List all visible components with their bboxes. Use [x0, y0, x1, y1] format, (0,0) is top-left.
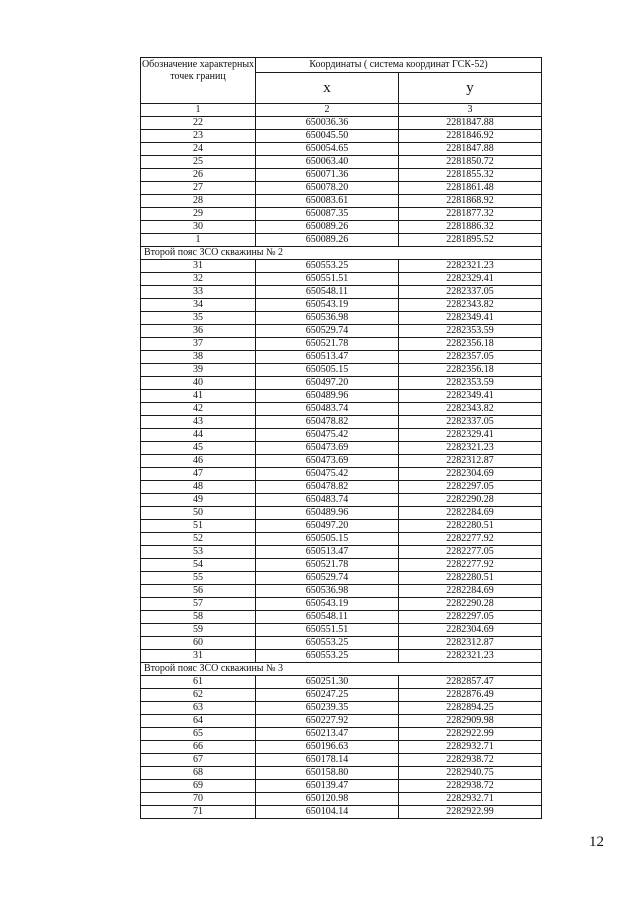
x-coordinate-cell: 650078.20: [256, 182, 399, 195]
x-coordinate-cell: 650139.47: [256, 780, 399, 793]
table-row: [141, 754, 542, 767]
point-number-cell: 56: [141, 585, 256, 598]
table-row: [141, 637, 542, 650]
table-row: [141, 702, 542, 715]
table-row: [141, 325, 542, 338]
x-coordinate-cell: 650473.69: [256, 455, 399, 468]
x-coordinate-cell: 650548.11: [256, 611, 399, 624]
y-coordinate-cell: 2282297.05: [399, 611, 542, 624]
y-coordinate-cell: 2282290.28: [399, 598, 542, 611]
point-number-cell: 41: [141, 390, 256, 403]
coordinates-header: Координаты ( система координат ГСК-52): [256, 58, 542, 73]
x-coordinate-cell: 650513.47: [256, 351, 399, 364]
x-coordinate-cell: 650529.74: [256, 572, 399, 585]
y-coordinate-cell: 2282876.49: [399, 689, 542, 702]
y-coordinate-cell: 2282353.59: [399, 325, 542, 338]
table-row: [141, 143, 542, 156]
y-coordinate-cell: 2281850.72: [399, 156, 542, 169]
y-coordinate-cell: 2282356.18: [399, 338, 542, 351]
point-number-cell: 35: [141, 312, 256, 325]
point-number-cell: 51: [141, 520, 256, 533]
y-coordinate-cell: 2282349.41: [399, 312, 542, 325]
y-coordinate-cell: 2281886.32: [399, 221, 542, 234]
x-coordinate-cell: 650071.36: [256, 169, 399, 182]
point-number-cell: 65: [141, 728, 256, 741]
section-row: [141, 247, 542, 260]
table-row: [141, 351, 542, 364]
table-row: [141, 533, 542, 546]
y-coordinate-cell: 2282312.87: [399, 637, 542, 650]
y-coordinate-cell: 2282321.23: [399, 442, 542, 455]
y-coordinate-cell: 2282356.18: [399, 364, 542, 377]
x-coordinate-cell: 650054.65: [256, 143, 399, 156]
table-row: [141, 572, 542, 585]
point-number-cell: 46: [141, 455, 256, 468]
x-coordinate-cell: 650521.78: [256, 559, 399, 572]
y-coordinate-cell: 2282277.92: [399, 533, 542, 546]
point-number-cell: 69: [141, 780, 256, 793]
x-coordinate-cell: 650227.92: [256, 715, 399, 728]
x-coordinate-cell: 650239.35: [256, 702, 399, 715]
point-number-cell: 59: [141, 624, 256, 637]
y-coordinate-cell: 2282280.51: [399, 520, 542, 533]
x-coordinate-cell: 650529.74: [256, 325, 399, 338]
point-number-cell: 52: [141, 533, 256, 546]
x-coordinate-cell: 650089.26: [256, 221, 399, 234]
table-row: [141, 208, 542, 221]
designation-header: Обозначение характерных точек границ: [141, 58, 256, 104]
table-row: [141, 715, 542, 728]
x-coordinate-cell: 650120.98: [256, 793, 399, 806]
y-coordinate-cell: 2282337.05: [399, 416, 542, 429]
x-coordinate-cell: 650478.82: [256, 416, 399, 429]
table-row: [141, 286, 542, 299]
y-coordinate-cell: 2281861.48: [399, 182, 542, 195]
x-coordinate-cell: 650548.11: [256, 286, 399, 299]
y-coordinate-cell: 2282932.71: [399, 741, 542, 754]
y-coordinate-cell: 2282277.05: [399, 546, 542, 559]
x-coordinate-cell: 650536.98: [256, 312, 399, 325]
x-coordinate-cell: 650083.61: [256, 195, 399, 208]
point-number-cell: 33: [141, 286, 256, 299]
y-coordinate-cell: 2282280.51: [399, 572, 542, 585]
point-number-cell: 24: [141, 143, 256, 156]
y-coordinate-cell: 2282321.23: [399, 260, 542, 273]
point-number-cell: 31: [141, 260, 256, 273]
x-coordinate-cell: 650536.98: [256, 585, 399, 598]
table-row: [141, 182, 542, 195]
x-coordinate-cell: 650213.47: [256, 728, 399, 741]
point-number-cell: 45: [141, 442, 256, 455]
table-row: [141, 624, 542, 637]
y-coordinate-cell: 2282932.71: [399, 793, 542, 806]
table-row: [141, 416, 542, 429]
point-number-cell: 29: [141, 208, 256, 221]
y-column-header: у: [399, 73, 542, 104]
table-row: [141, 689, 542, 702]
x-coordinate-cell: 650505.15: [256, 533, 399, 546]
x-coordinate-cell: 650104.14: [256, 806, 399, 819]
y-coordinate-cell: 2282329.41: [399, 429, 542, 442]
table-body: [141, 117, 542, 819]
point-number-cell: 58: [141, 611, 256, 624]
x-coordinate-cell: 650063.40: [256, 156, 399, 169]
column-number-3: 3: [399, 104, 542, 117]
y-coordinate-cell: 2281847.88: [399, 117, 542, 130]
point-number-cell: 34: [141, 299, 256, 312]
x-coordinate-cell: 650158.80: [256, 767, 399, 780]
point-number-cell: 47: [141, 468, 256, 481]
y-coordinate-cell: 2282304.69: [399, 468, 542, 481]
table-row: [141, 741, 542, 754]
y-coordinate-cell: 2282343.82: [399, 403, 542, 416]
y-coordinate-cell: 2282357.05: [399, 351, 542, 364]
y-coordinate-cell: 2281895.52: [399, 234, 542, 247]
point-number-cell: 66: [141, 741, 256, 754]
table-row: [141, 338, 542, 351]
table-row: [141, 260, 542, 273]
table-row: [141, 130, 542, 143]
point-number-cell: 54: [141, 559, 256, 572]
y-coordinate-cell: 2281868.92: [399, 195, 542, 208]
y-coordinate-cell: 2282297.05: [399, 481, 542, 494]
x-coordinate-cell: 650036.36: [256, 117, 399, 130]
table-row: [141, 403, 542, 416]
x-coordinate-cell: 650521.78: [256, 338, 399, 351]
x-coordinate-cell: 650489.96: [256, 390, 399, 403]
page-number: 12: [589, 834, 604, 850]
x-coordinate-cell: 650551.51: [256, 273, 399, 286]
y-coordinate-cell: 2282909.98: [399, 715, 542, 728]
point-number-cell: 48: [141, 481, 256, 494]
x-coordinate-cell: 650513.47: [256, 546, 399, 559]
x-column-header: x: [256, 73, 399, 104]
x-coordinate-cell: 650087.35: [256, 208, 399, 221]
point-number-cell: 22: [141, 117, 256, 130]
table-row: [141, 169, 542, 182]
point-number-cell: 43: [141, 416, 256, 429]
x-coordinate-cell: 650553.25: [256, 637, 399, 650]
x-coordinate-cell: 650089.26: [256, 234, 399, 247]
table-row: [141, 468, 542, 481]
table-row: [141, 117, 542, 130]
y-coordinate-cell: 2282894.25: [399, 702, 542, 715]
table-row: [141, 780, 542, 793]
point-number-cell: 71: [141, 806, 256, 819]
table-row: [141, 312, 542, 325]
y-coordinate-cell: 2282284.69: [399, 585, 542, 598]
point-number-cell: 50: [141, 507, 256, 520]
section-title: Второй пояс ЗСО скважины № 3: [141, 663, 542, 676]
table-row: [141, 429, 542, 442]
y-coordinate-cell: 2282312.87: [399, 455, 542, 468]
table-row: [141, 507, 542, 520]
table-row: [141, 377, 542, 390]
y-coordinate-cell: 2282922.99: [399, 806, 542, 819]
point-number-cell: 67: [141, 754, 256, 767]
y-coordinate-cell: 2281847.88: [399, 143, 542, 156]
x-coordinate-cell: 650045.50: [256, 130, 399, 143]
x-coordinate-cell: 650489.96: [256, 507, 399, 520]
y-coordinate-cell: 2282940.75: [399, 767, 542, 780]
point-number-cell: 39: [141, 364, 256, 377]
table-row: [141, 806, 542, 819]
x-coordinate-cell: 650475.42: [256, 468, 399, 481]
point-number-cell: 62: [141, 689, 256, 702]
y-coordinate-cell: 2282277.92: [399, 559, 542, 572]
point-number-cell: 27: [141, 182, 256, 195]
x-coordinate-cell: 650543.19: [256, 598, 399, 611]
point-number-cell: 55: [141, 572, 256, 585]
point-number-cell: 53: [141, 546, 256, 559]
point-number-cell: 42: [141, 403, 256, 416]
y-coordinate-cell: 2282329.41: [399, 273, 542, 286]
table-row: [141, 546, 542, 559]
point-number-cell: 38: [141, 351, 256, 364]
y-coordinate-cell: 2282349.41: [399, 390, 542, 403]
point-number-cell: 57: [141, 598, 256, 611]
table-row: [141, 156, 542, 169]
y-coordinate-cell: 2282343.82: [399, 299, 542, 312]
point-number-cell: 63: [141, 702, 256, 715]
coordinates-table: [140, 57, 542, 819]
table-row: [141, 767, 542, 780]
y-coordinate-cell: 2282290.28: [399, 494, 542, 507]
point-number-cell: 28: [141, 195, 256, 208]
y-coordinate-cell: 2281877.32: [399, 208, 542, 221]
section-title: Второй пояс ЗСО скважины № 2: [141, 247, 542, 260]
x-coordinate-cell: 650553.25: [256, 650, 399, 663]
point-number-cell: 70: [141, 793, 256, 806]
y-coordinate-cell: 2282321.23: [399, 650, 542, 663]
x-coordinate-cell: 650251.30: [256, 676, 399, 689]
table-row: [141, 650, 542, 663]
y-coordinate-cell: 2282938.72: [399, 754, 542, 767]
point-number-cell: 23: [141, 130, 256, 143]
table-row: [141, 299, 542, 312]
point-number-cell: 36: [141, 325, 256, 338]
table-row: [141, 481, 542, 494]
point-number-cell: 37: [141, 338, 256, 351]
table-row: [141, 195, 542, 208]
x-coordinate-cell: 650553.25: [256, 260, 399, 273]
table-row: [141, 676, 542, 689]
table-row: [141, 585, 542, 598]
table-row: [141, 728, 542, 741]
table-row: [141, 390, 542, 403]
table-row: [141, 494, 542, 507]
table-row: [141, 559, 542, 572]
table-row: [141, 611, 542, 624]
x-coordinate-cell: 650483.74: [256, 494, 399, 507]
table-row: [141, 234, 542, 247]
x-coordinate-cell: 650178.14: [256, 754, 399, 767]
x-coordinate-cell: 650483.74: [256, 403, 399, 416]
x-coordinate-cell: 650551.51: [256, 624, 399, 637]
point-number-cell: 68: [141, 767, 256, 780]
column-number-1: 1: [141, 104, 256, 117]
y-coordinate-cell: 2282857.47: [399, 676, 542, 689]
x-coordinate-cell: 650497.20: [256, 377, 399, 390]
point-number-cell: 64: [141, 715, 256, 728]
point-number-cell: 1: [141, 234, 256, 247]
x-coordinate-cell: 650247.25: [256, 689, 399, 702]
point-number-cell: 25: [141, 156, 256, 169]
table-row: [141, 793, 542, 806]
table-row: [141, 364, 542, 377]
x-coordinate-cell: 650196.63: [256, 741, 399, 754]
y-coordinate-cell: 2281855.32: [399, 169, 542, 182]
section-row: [141, 663, 542, 676]
y-coordinate-cell: 2282304.69: [399, 624, 542, 637]
point-number-cell: 60: [141, 637, 256, 650]
point-number-cell: 61: [141, 676, 256, 689]
y-coordinate-cell: 2282922.99: [399, 728, 542, 741]
point-number-cell: 49: [141, 494, 256, 507]
point-number-cell: 26: [141, 169, 256, 182]
y-coordinate-cell: 2282353.59: [399, 377, 542, 390]
y-coordinate-cell: 2281846.92: [399, 130, 542, 143]
point-number-cell: 44: [141, 429, 256, 442]
table-row: [141, 273, 542, 286]
table-row: [141, 442, 542, 455]
point-number-cell: 31: [141, 650, 256, 663]
x-coordinate-cell: 650478.82: [256, 481, 399, 494]
x-coordinate-cell: 650543.19: [256, 299, 399, 312]
column-number-2: 2: [256, 104, 399, 117]
x-coordinate-cell: 650473.69: [256, 442, 399, 455]
y-coordinate-cell: 2282284.69: [399, 507, 542, 520]
table-row: [141, 221, 542, 234]
point-number-cell: 30: [141, 221, 256, 234]
y-coordinate-cell: 2282938.72: [399, 780, 542, 793]
point-number-cell: 40: [141, 377, 256, 390]
x-coordinate-cell: 650475.42: [256, 429, 399, 442]
table-row: [141, 598, 542, 611]
table-row: [141, 520, 542, 533]
table-header: [141, 58, 542, 117]
point-number-cell: 32: [141, 273, 256, 286]
table-row: [141, 455, 542, 468]
y-coordinate-cell: 2282337.05: [399, 286, 542, 299]
x-coordinate-cell: 650497.20: [256, 520, 399, 533]
x-coordinate-cell: 650505.15: [256, 364, 399, 377]
